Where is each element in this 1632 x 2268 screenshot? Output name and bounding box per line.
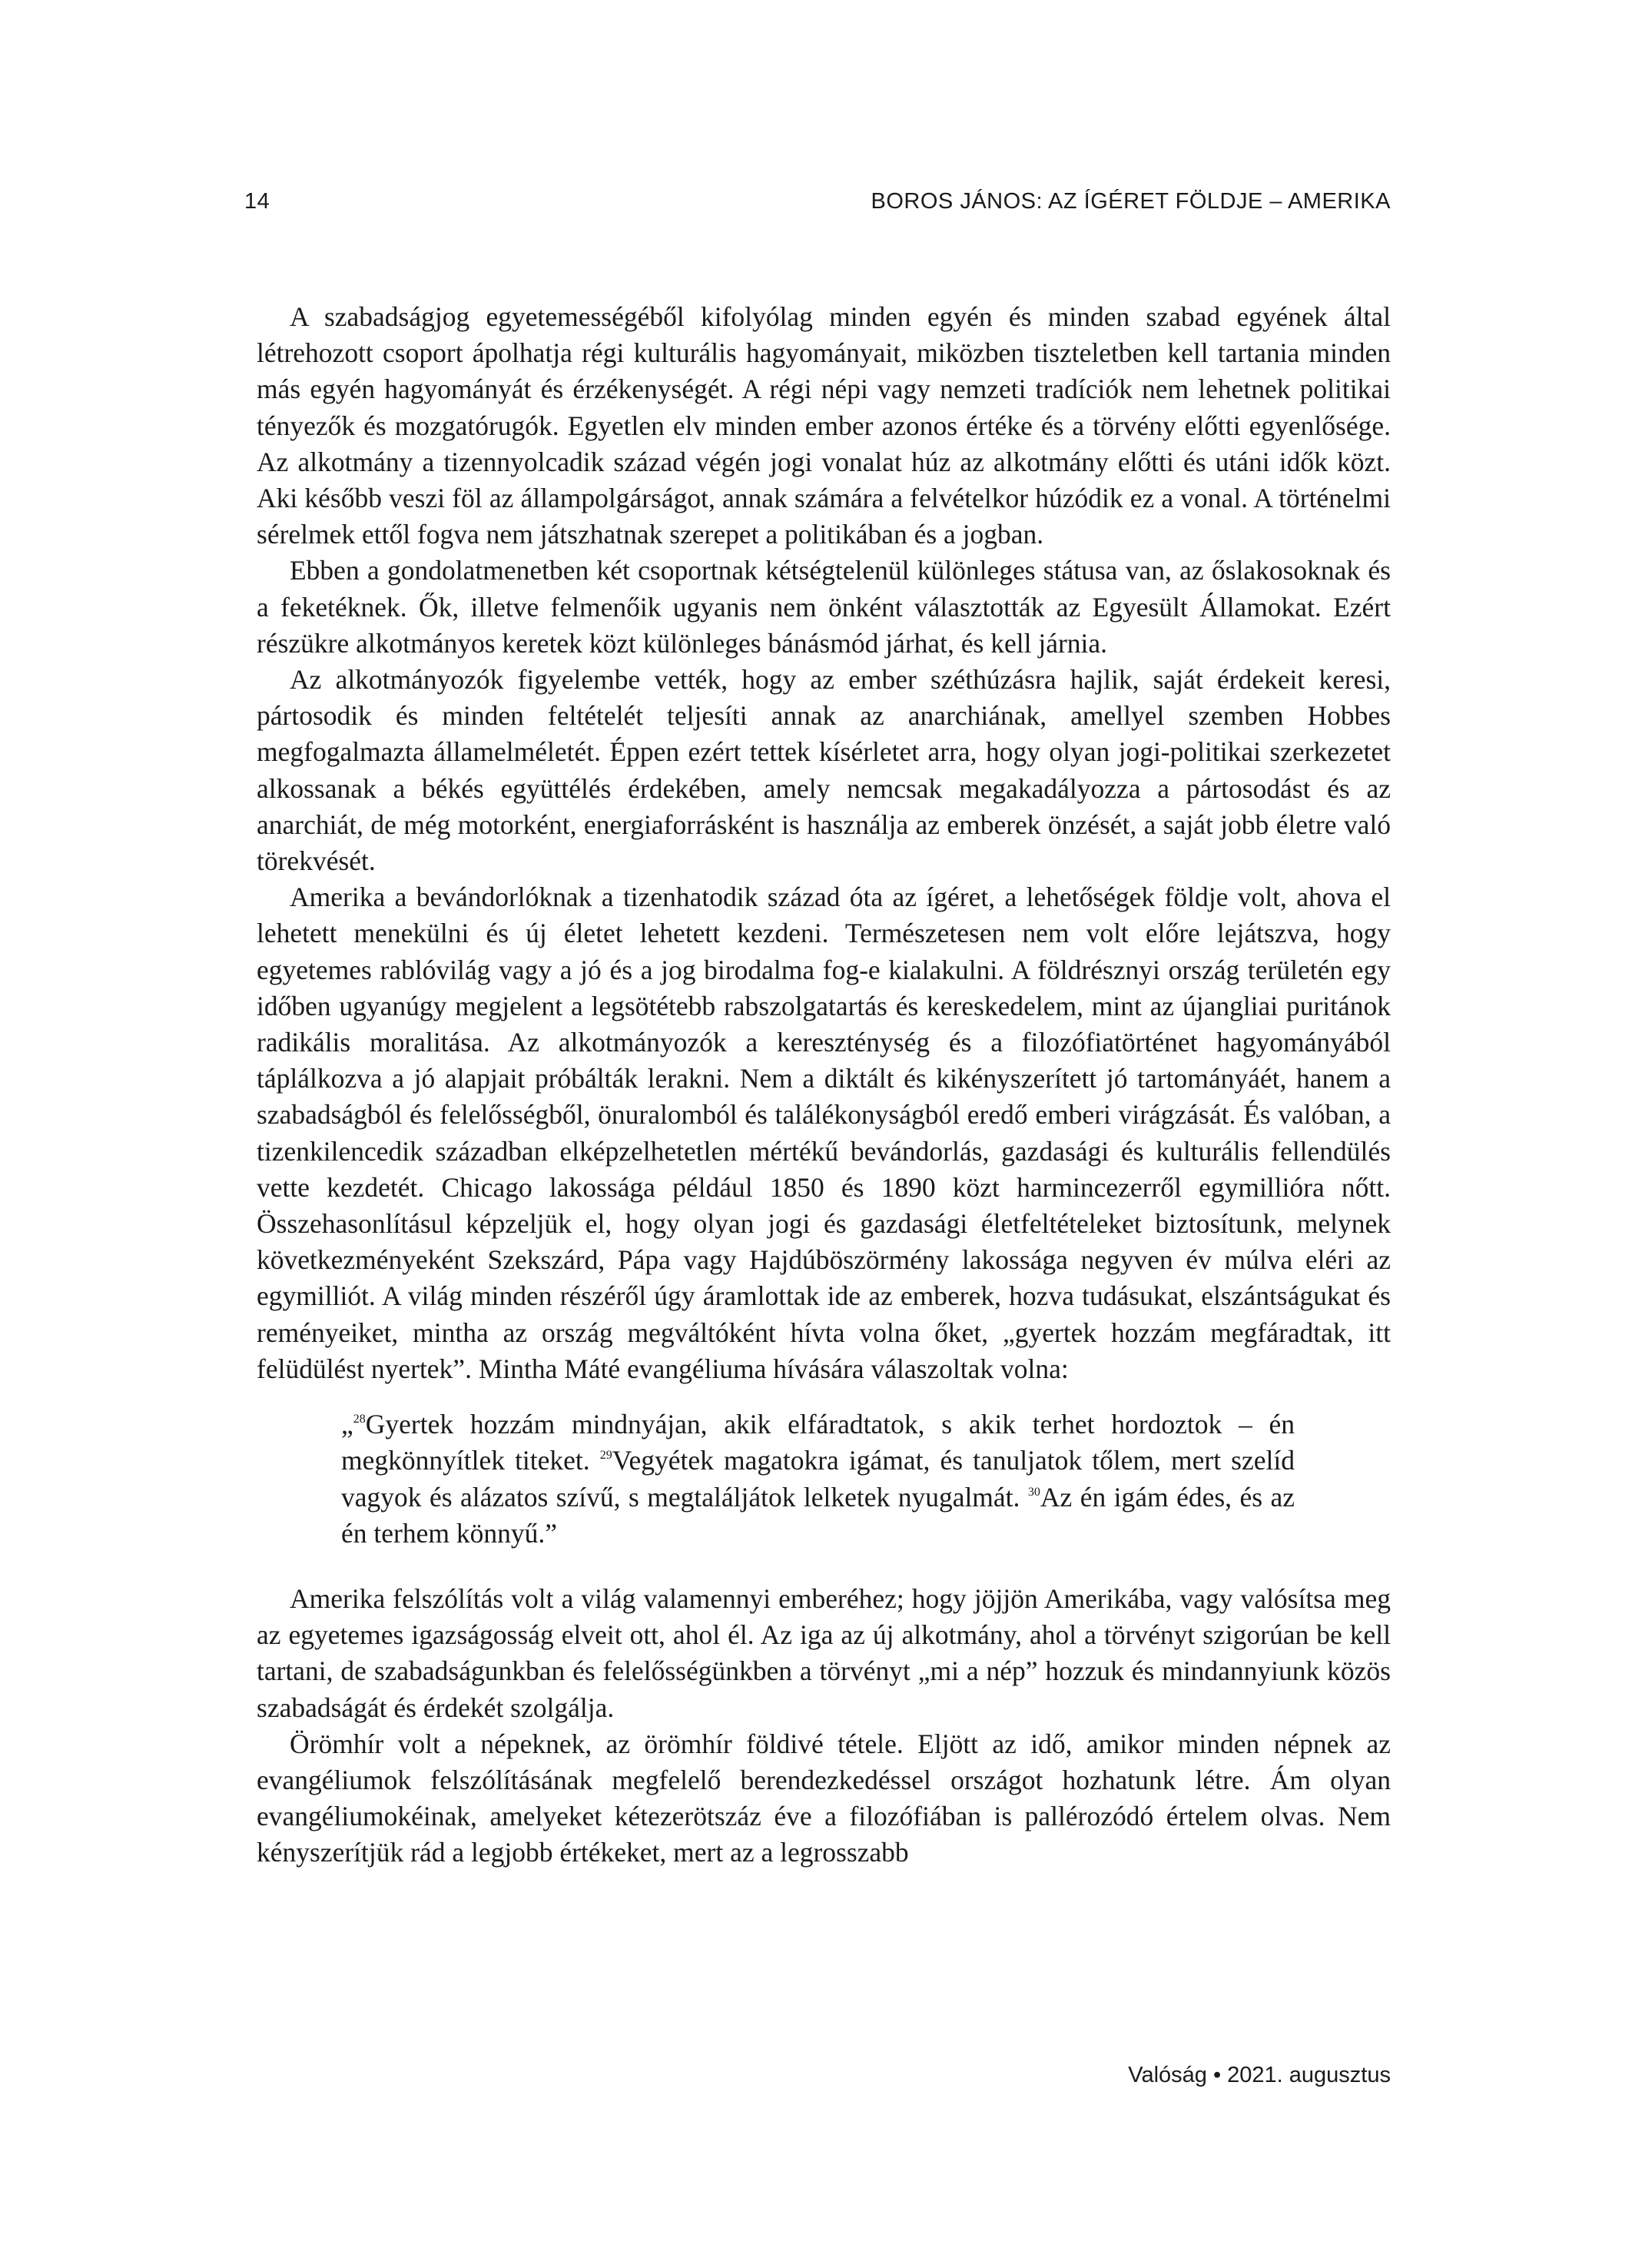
verse-text: Gyertek hozzám mindnyájan, akik elfáradtatok, s akik terhet hordoztok – én megkönnyítlek titeket. <box>341 1409 1295 1476</box>
publication-footer: Valóság • 2021. augusztus <box>1128 2063 1391 2087</box>
verse-number: 28 <box>353 1413 366 1426</box>
running-head <box>244 189 1391 220</box>
paragraph: Az alkotmányozók figyelembe vették, hogy az ember széthúzásra hajlik, saját érdekeit keresi, pártosodik és minden feltételét teljesíti annak az anarchiának, amellyel szemben Hobbes megfogalmazta államelméletét. Éppen ezért tettek kísérletet arra, hogy olyan jogi-politikai szerkezetet alkossanak a békés együttélés érdekében, amely nemcsak megakadályozza a pártosodást és az anarchiát, de még motorként, energiaforrásként is használja az emberek önzését, a saját jobb életre való törekvését. <box>257 664 1391 877</box>
verse-number: 29 <box>599 1449 612 1463</box>
verse-text: Vegyétek magatokra igámat, és tanuljatok tőlem, mert szelíd vagyok és alázatos szívű, s megtaláljátok lelketek nyugalmát. <box>341 1445 1295 1513</box>
article-body <box>257 299 1391 1871</box>
verse-text: Az én igám édes, és az én terhem könnyű.” <box>341 1481 1295 1549</box>
verse-number: 30 <box>1027 1485 1040 1499</box>
paragraph: Ebben a gondolatmenetben két csoportnak kétségtelenül különleges státusa van, az őslakosoknak és a feketéknek. Ők, illetve felmenőik ugyanis nem önként választották az Egyesült Államokat. Ezért részükre alkotmányos keretek közt különleges bánásmód járhat, és kell járnia. <box>257 555 1391 659</box>
bible-quote <box>341 1406 1295 1552</box>
page-number: 14 <box>244 189 270 214</box>
paragraph: A szabadságjog egyetemességéből kifolyólag minden egyén és minden szabad egyének által létrehozott csoport ápolhatja régi kulturális hagyományait, miközben tiszteletben kell tartania minden más egyén hagyományát és érzékenységét. A régi népi vagy nemzeti tradíciók nem lehetnek politikai tényezők és mozgatórugók. Egyetlen elv minden ember azonos értéke és a törvény előtti egyenlősége. Az alkotmány a tizennyolcadik század végén jogi vonalat húz az alkotmány előtti és utáni idők közt. Aki később veszi föl az állampolgárságot, annak számára a felvételkor húzódik ez a vonal. A történelmi sérelmek ettől fogva nem játszhatnak szerepet a politikában és a jogban. <box>257 301 1391 550</box>
paragraph: Örömhír volt a népeknek, az örömhír földivé tétele. Eljött az idő, amikor minden népnek az evangéliumok felszólításának megfelelő berendezkedéssel országot hozhatunk létre. Ám olyan evangéliumokéinak, amelyeket kétezerötszáz éve a filozófiában is pallérozódó értelem olvas. Nem kényszerítjük rád a legjobb értékeket, mert az a legrosszabb <box>257 1728 1391 1868</box>
paragraph: Amerika felszólítás volt a világ valamennyi emberéhez; hogy jöjjön Amerikába, vagy valósítsa meg az egyetemes igazságosság elveit ott, ahol él. Az iga az új alkotmány, ahol a törvényt szigorúan be kell tartani, de szabadságunkban és felelősségünkben a törvényt „mi a nép” hozzuk és mindannyiunk közös szabadságát és érdekét szolgálja. <box>257 1582 1391 1723</box>
paragraph: Amerika a bevándorlóknak a tizenhatodik század óta az ígéret, a lehetőségek földje volt, ahova el lehetett menekülni és új életet lehetett kezdeni. Természetesen nem volt előre lejátszva, hogy egyetemes rablóvilág vagy a jó és a jog birodalma fog-e kialakulni. A földrésznyi ország területén egy időben ugyanúgy megjelent a legsötétebb rabszolgatartás és kereskedelem, mint az újangliai puritánok radikális moralitása. Az alkotmányozók a kereszténység és a filozófiatörténet hagyományából táplálkozva a jó alapjait próbálták lerakni. Nem a diktált és kikényszerített jó tartományáét, hanem a szabadságból és felelősségből, önuralomból és találékonyságból eredő emberi virágzását. És valóban, a tizenkilencedik században elképzelhetetlen mértékű bevándorlás, gazdasági és kulturális fellendülés vette kezdetét. Chicago lakossága például 1850 és 1890 közt harmincezerről egymillióra nőtt. Összehasonlításul képzeljük el, hogy olyan jogi és gazdasági életfeltételeket biztosítunk, melynek következményeként Szekszárd, Pápa vagy Hajdúböszörmény lakossága negyven év múlva eléri az egymilliót. A világ minden részéről úgy áramlottak ide az emberek, hozva tudásukat, elszántságukat és reményeiket, mintha az ország megváltóként hívta volna őket, „gyertek hozzám megfáradtak, itt felüdülést nyertek”. Mintha Máté evangéliuma hívására válaszoltak volna: <box>257 882 1391 1384</box>
quote-open-mark: „ <box>341 1409 353 1440</box>
running-title: BOROS JÁNOS: AZ ÍGÉRET FÖLDJE – AMERIKA <box>871 189 1391 214</box>
